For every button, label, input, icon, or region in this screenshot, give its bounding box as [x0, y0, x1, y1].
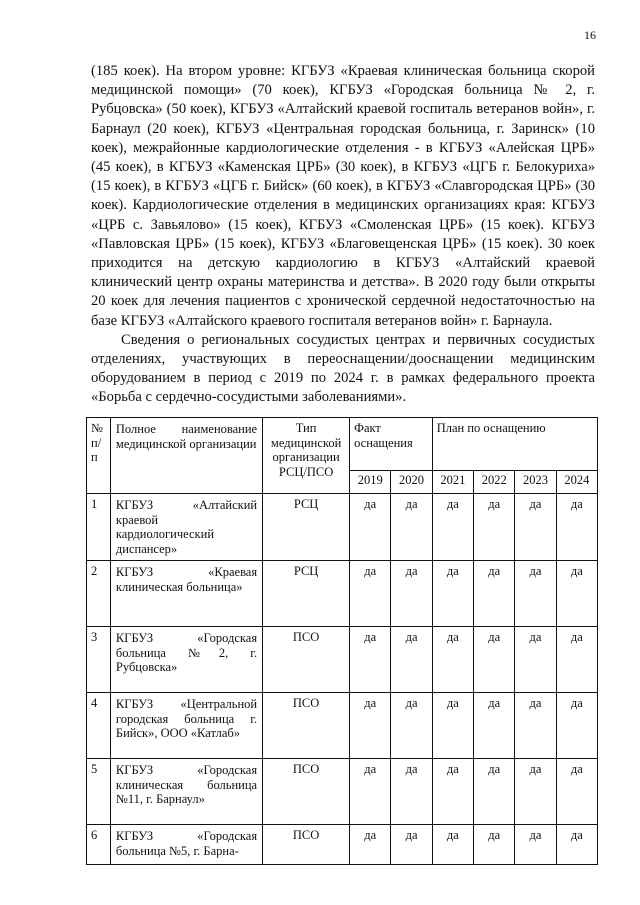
row-value: да	[350, 627, 391, 693]
row-no: 6	[87, 825, 111, 865]
row-value: да	[350, 561, 391, 627]
row-value: да	[350, 693, 391, 759]
row-value: да	[556, 494, 597, 561]
row-value: да	[515, 627, 556, 693]
paragraph-intro-table: Сведения о региональных сосудистых центрах и первичных сосудистых отделениях, участвующих в переоснащении/дооснащении медицинским оборудованием в период с 2019 по 2024 г. в рамках федерального проекта «Борьба с сердечно-сосудистыми заболеваниями».	[91, 331, 595, 406]
row-name: КГБУЗ «Центральной городская больница г. Бийск», ООО «Катлаб»	[110, 693, 262, 759]
row-value: да	[515, 693, 556, 759]
row-value: да	[474, 825, 515, 865]
row-value: да	[432, 693, 473, 759]
row-value: да	[556, 693, 597, 759]
row-value: да	[556, 627, 597, 693]
row-value: да	[432, 825, 473, 865]
row-name: КГБУЗ «Городская больница №5, г. Барна-	[110, 825, 262, 865]
row-value: да	[556, 759, 597, 825]
year-header: 2022	[474, 471, 515, 494]
row-value: да	[515, 494, 556, 561]
equipment-table	[86, 417, 598, 865]
row-value: да	[432, 561, 473, 627]
row-type: РСЦ	[263, 561, 350, 627]
row-name: КГБУЗ «Краевая клиническая больница»	[110, 561, 262, 627]
row-value: да	[474, 693, 515, 759]
row-value: да	[391, 494, 432, 561]
year-header: 2023	[515, 471, 556, 494]
row-value: да	[391, 693, 432, 759]
row-value: да	[350, 494, 391, 561]
row-value: да	[474, 627, 515, 693]
table-row	[87, 825, 598, 865]
year-header: 2024	[556, 471, 597, 494]
row-value: да	[391, 561, 432, 627]
row-value: да	[515, 759, 556, 825]
page-number: 16	[584, 28, 596, 42]
row-value: да	[432, 759, 473, 825]
header-no: № п/п	[87, 418, 111, 494]
row-no: 2	[87, 561, 111, 627]
table-row	[87, 561, 598, 627]
row-value: да	[391, 825, 432, 865]
row-value: да	[391, 759, 432, 825]
row-no: 3	[87, 627, 111, 693]
table-row	[87, 759, 598, 825]
row-no: 4	[87, 693, 111, 759]
row-value: да	[432, 494, 473, 561]
row-type: ПСО	[263, 825, 350, 865]
row-name: КГБУЗ «Городская больница №2, г. Рубцовска»	[110, 627, 262, 693]
header-name: Полное наименование медицинской организации	[110, 418, 262, 494]
row-value: да	[556, 825, 597, 865]
row-value: да	[350, 759, 391, 825]
year-header: 2021	[432, 471, 473, 494]
header-fact: Факт оснащения	[350, 418, 433, 471]
row-value: да	[515, 825, 556, 865]
row-type: ПСО	[263, 627, 350, 693]
row-type: ПСО	[263, 693, 350, 759]
row-no: 5	[87, 759, 111, 825]
table-header-row	[87, 418, 598, 471]
row-value: да	[515, 561, 556, 627]
row-value: да	[556, 561, 597, 627]
year-header: 2020	[391, 471, 432, 494]
table-row	[87, 494, 598, 561]
row-type: РСЦ	[263, 494, 350, 561]
header-plan: План по оснащению	[432, 418, 597, 471]
body-text	[91, 62, 595, 408]
row-no: 1	[87, 494, 111, 561]
year-header: 2019	[350, 471, 391, 494]
header-type: Тип медицинской организации РСЦ/ПСО	[263, 418, 350, 494]
row-value: да	[350, 825, 391, 865]
table-row	[87, 627, 598, 693]
row-value: да	[474, 494, 515, 561]
table-row	[87, 693, 598, 759]
row-name: КГБУЗ «Алтайский краевой кардиологический диспансер»	[110, 494, 262, 561]
row-name: КГБУЗ «Городская клиническая больница №11, г. Барнаул»	[110, 759, 262, 825]
row-value: да	[474, 759, 515, 825]
row-value: да	[391, 627, 432, 693]
paragraph-beds: (185 коек). На втором уровне: КГБУЗ «Краевая клиническая больница скорой медицинской помощи» (70 коек), КГБУЗ «Городская больница № 2, г. Рубцовска» (50 коек), КГБУЗ «Алтайский краевой госпиталь ветеранов войн», г. Барнаул (20 коек), КГБУЗ «Центральная городская больница, г. Заринск» (10 коек), межрайонные кардиологические отделения - в КГБУЗ «Алейская ЦРБ» (45 коек), в КГБУЗ «Каменская ЦРБ» (30 коек), в КГБУЗ «ЦГБ г. Белокуриха» (15 коек), в КГБУЗ «ЦГБ г. Бийск» (60 коек), в КГБУЗ «Славгородская ЦРБ» (30 коек). Кардиологические отделения в медицинских организациях края: КГБУЗ «ЦРБ с. Завьялово» (15 коек), КГБУЗ «Смоленская ЦРБ» (15 коек). КГБУЗ «Павловская ЦРБ» (15 коек), КГБУЗ «Благовещенская ЦРБ» (15 коек). 30 коек приходится на детскую кардиологию в КГБУЗ «Алтайский краевой клинический центр охраны материнства и детства». В 2020 году были открыты 20 коек для лечения пациентов с хронической сердечной недостаточностью на базе КГБУЗ «Алтайского краевого госпиталя ветеранов войн» г. Барнаула.	[91, 63, 595, 329]
row-type: ПСО	[263, 759, 350, 825]
row-value: да	[432, 627, 473, 693]
row-value: да	[474, 561, 515, 627]
